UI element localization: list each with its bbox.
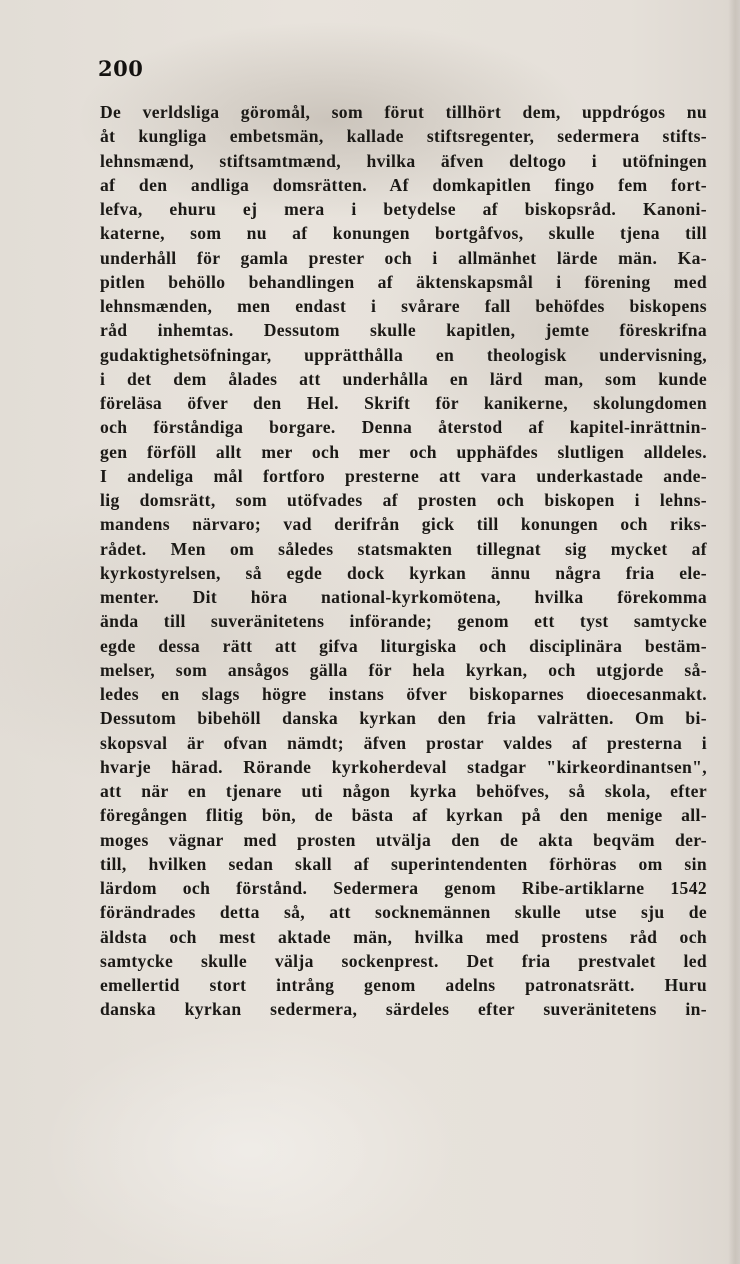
body-text (100, 100, 707, 1022)
text-line: kyrkostyrelsen, så egde dock kyrkan ännu några fria ele- (100, 562, 707, 583)
text-line: lärdom och förstånd. Sedermera genom Ribe-artiklarne 1542 (100, 878, 707, 898)
text-line: ända till suveränitetens införande; genom ett tyst samtycke (100, 611, 707, 632)
text-line: De verldsliga göromål, som förut tillhört dem, uppdrógos nu (100, 102, 707, 122)
text-line: gen förföll allt mer och mer och upphäfdes slutligen alldeles. (100, 441, 707, 462)
text-line: förändrades detta så, att socknemännen skulle utse sju de (100, 902, 707, 923)
text-line: menter. Dit höra national-kyrkomötena, hvilka förekomma (100, 587, 707, 607)
text-line: åt kungliga embetsmän, kallade stiftsregenter, sedermera stifts- (100, 126, 707, 147)
text-line: gudaktighetsöfningar, upprätthålla en theologisk undervisning, (100, 344, 707, 365)
text-line: äldsta och mest aktade män, hvilka med prostens råd och (100, 926, 707, 947)
text-line: föreläsa öfver den Hel. Skrift för kanikerne, skolungdomen (100, 393, 707, 413)
text-line: Dessutom bibehöll danska kyrkan den fria valrätten. Om bi- (100, 708, 707, 729)
page-edge-shadow (728, 0, 740, 1264)
text-line: lefva, ehuru ej mera i betydelse af biskopsråd. Kanoni- (100, 199, 707, 219)
text-line: I andeliga mål fortforo presterne att vara underkastade ande- (100, 465, 707, 486)
text-line: och förståndiga borgare. Denna återstod af kapitel-inrättnin- (100, 417, 707, 438)
text-line: melser, som ansågos gälla för hela kyrkan, och utgjorde så- (100, 659, 707, 680)
text-line: af den andliga domsrätten. Af domkapitlen fingo fem fort- (100, 174, 707, 195)
page-number: 200 (98, 56, 144, 81)
text-line: skopsval är ofvan nämdt; äfven prostar valdes af presterna i (100, 732, 707, 753)
text-line: pitlen behöllo behandlingen af äktenskapsmål i förening med (100, 271, 707, 292)
text-line: samtycke skulle välja sockenprest. Det fria prestvalet led (100, 950, 707, 971)
text-line: att när en tjenare uti någon kyrka behöfves, så skola, efter (100, 781, 707, 801)
text-line: katerne, som nu af konungen bortgåfvos, skulle tjena till (100, 223, 707, 244)
text-line: underhåll för gamla prester och i allmänhet lärde män. Ka- (100, 247, 707, 268)
text-line: ledes en slags högre instans öfver biskoparnes dioecesanmakt. (100, 684, 707, 704)
text-line: i det dem ålades att underhålla en lärd man, som kunde (100, 368, 707, 389)
text-line: lehnsmænden, men endast i svårare fall behöfdes biskopens (100, 296, 707, 316)
text-line: lehnsmænd, stiftsamtmænd, hvilka äfven deltogo i utöfningen (100, 150, 707, 171)
text-line: föregången flitig bön, de bästa af kyrkan på den menige all- (100, 805, 707, 826)
text-line: råd inhemtas. Dessutom skulle kapitlen, jemte föreskrifna (100, 320, 707, 341)
text-line: rådet. Men om således statsmakten tillegnat sig mycket af (100, 538, 707, 559)
text-line: till, hvilken sedan skall af superintendenten förhöras om sin (100, 853, 707, 874)
text-line: egde dessa rätt att gifva liturgiska och disciplinära bestäm- (100, 635, 707, 656)
text-line: emellertid stort intrång genom adelns patronatsrätt. Huru (100, 975, 707, 995)
text-line: mandens närvaro; vad derifrån gick till konungen och riks- (100, 514, 707, 535)
text-line: moges vägnar med prosten utvälja den de akta beqväm der- (100, 829, 707, 850)
text-line: hvarje härad. Rörande kyrkoherdeval stadgar "kirkeordinantsen", (100, 756, 707, 777)
text-line: lig domsrätt, som utöfvades af prosten och biskopen i lehns- (100, 490, 707, 510)
text-line: danska kyrkan sedermera, särdeles efter suveränitetens in- (100, 999, 707, 1020)
